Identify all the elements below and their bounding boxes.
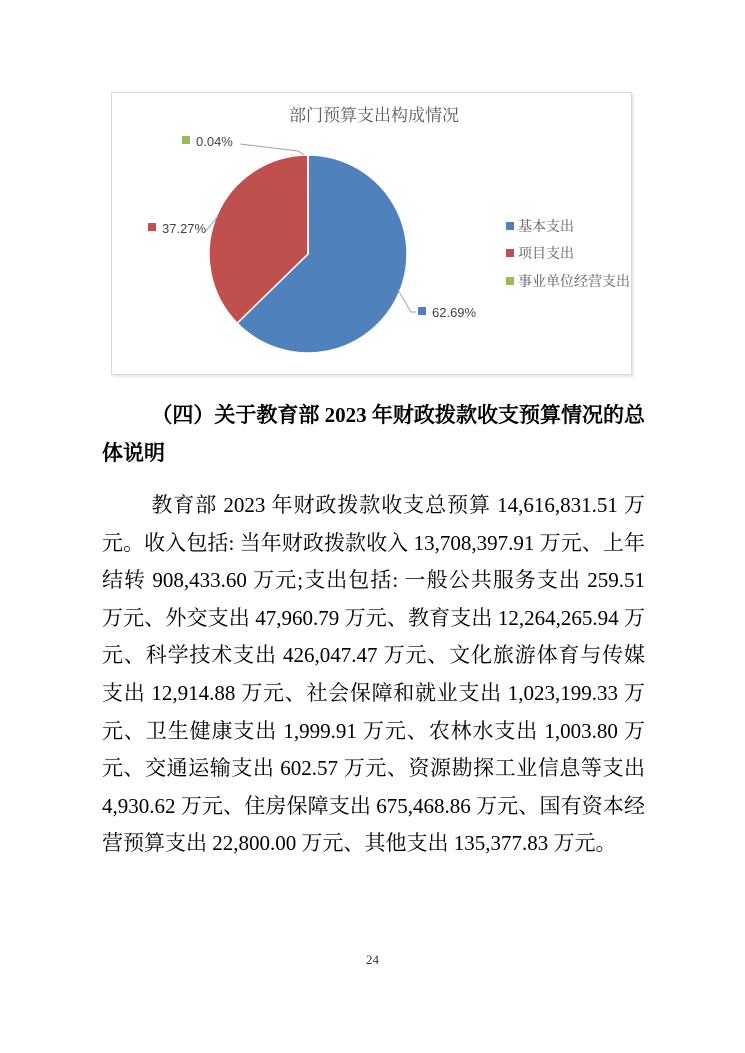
pie-label-project: 37.27% bbox=[162, 221, 207, 236]
legend-swatch-operating-icon bbox=[506, 277, 514, 285]
pie-slices bbox=[209, 155, 407, 353]
chart-legend bbox=[506, 218, 630, 289]
legend-swatch-basic-icon bbox=[506, 222, 514, 230]
section-heading: （四）关于教育部 2023 年财政拨款收支预算情况的总体说明 bbox=[102, 403, 645, 465]
section-text-column bbox=[102, 397, 645, 863]
leader-line-basic-slice bbox=[398, 290, 416, 312]
legend-item-basic: 基本支出 bbox=[518, 218, 574, 234]
label-marker-project-icon bbox=[148, 223, 156, 231]
chart-title: 部门预算支出构成情况 bbox=[289, 106, 459, 125]
pie-label-basic: 62.69% bbox=[432, 305, 477, 320]
pie-label-minor: 0.04% bbox=[196, 134, 233, 149]
legend-item-operating: 事业单位经营支出 bbox=[518, 273, 630, 289]
label-marker-minor-icon bbox=[182, 136, 190, 144]
section-paragraph: 教育部 2023 年财政拨款收支总预算 14,616,831.51 万元。收入包括: 当年财政拨款收入 13,708,397.91 万元、上年结转 908,433.60 万元;支出包括: 一般公共服务支出 259.51 万元、外交支出 47,960.79 万元、教育支出 12,264,265.94 万元、科学技术支出 426,047.47 万元、文化旅游体育与传媒支出 12,914.88 万元、社会保障和就业支出 1,023,199.33 万元、卫生健康支出 1,999.91 万元、农林水支出 1,003.80 万元、交通运输支出 602.57 万元、资源勘探工业信息等支出 4,930.62 万元、住房保障支出 675,468.86 万元、国有资本经营预算支出 22,800.00 万元、其他支出 135,377.83 万元。 bbox=[102, 493, 645, 856]
page-number: 24 bbox=[366, 952, 379, 967]
budget-pie-chart bbox=[111, 92, 632, 375]
label-marker-basic-icon bbox=[418, 307, 426, 315]
leader-line-minor-slice bbox=[240, 144, 304, 155]
legend-swatch-project-icon bbox=[506, 249, 514, 257]
legend-item-project: 项目支出 bbox=[518, 245, 574, 261]
